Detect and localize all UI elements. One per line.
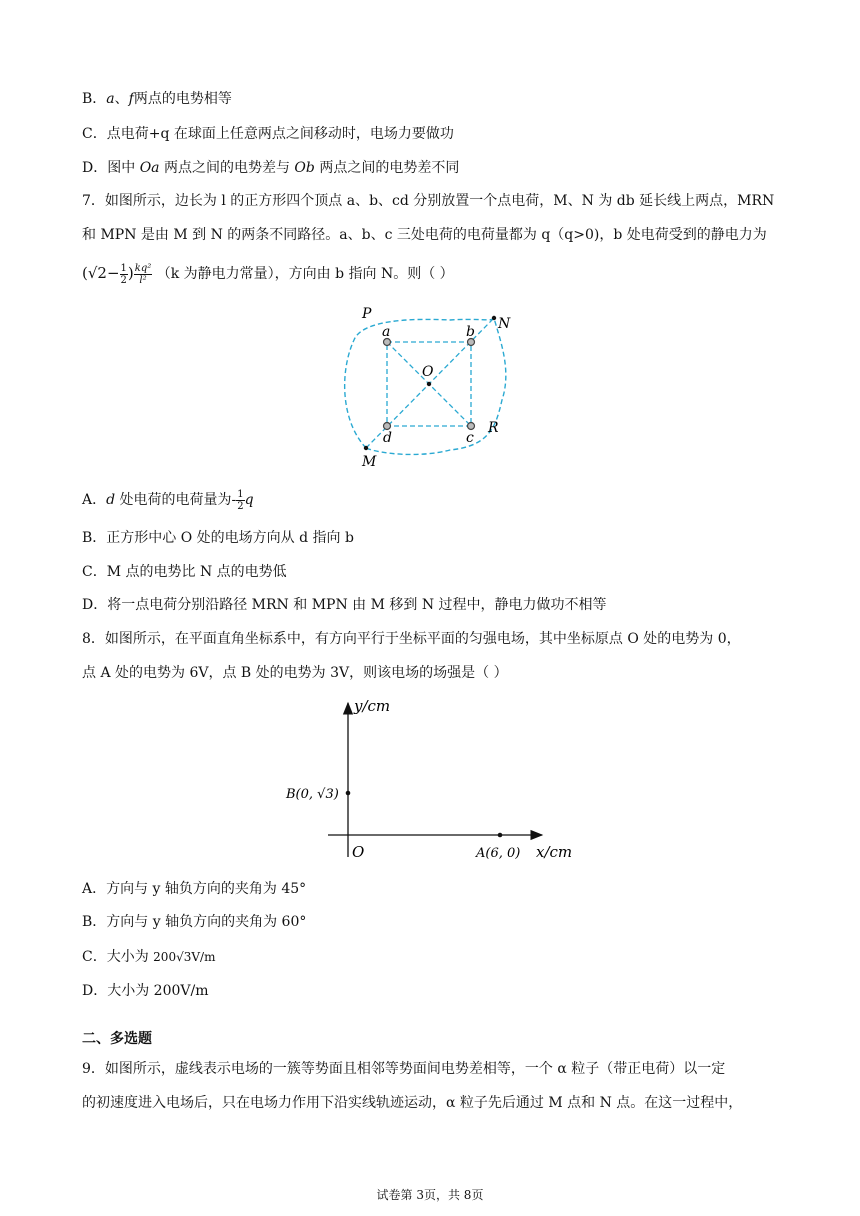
path-mpn-rn-boundary bbox=[345, 318, 506, 454]
label-r: R bbox=[488, 420, 499, 436]
q8-stem-line2: 点 A 处的电势为 6V，点 B 处的电势为 3V，则该电场的场强是（ ） bbox=[82, 665, 508, 681]
q7-stem-line2: 和 MPN 是由 M 到 N 的两条不同路径。a、b、c 三处电荷的电荷量都为 q（q>0)，b 处电荷受到的静电力为 bbox=[82, 227, 767, 243]
q7-option-c: C．M 点的电势比 N 点的电势低 bbox=[82, 564, 287, 580]
q9-stem-line1: 9．如图所示，虚线表示电场的一簇等势面且相邻等势面间电势差相等，一个 α 粒子（带正电荷）以一定 bbox=[82, 1061, 726, 1077]
label-p: P bbox=[362, 306, 372, 322]
label-n: N bbox=[498, 316, 511, 332]
q8-option-a: A．方向与 y 轴负方向的夹角为 45° bbox=[82, 881, 307, 897]
q8-option-d: D．大小为 200V/m bbox=[82, 983, 209, 999]
q7-stem-line1: 7．如图所示，边长为 l 的正方形四个顶点 a、b、cd 分别放置一个点电荷，M、N 为 db 延长线上两点，MRN bbox=[82, 193, 775, 209]
section-heading: 二、多选题 bbox=[82, 1031, 152, 1047]
label-b: B(0, √3) bbox=[286, 787, 339, 802]
q8-option-c: C．大小为 200√3V/m bbox=[82, 949, 216, 965]
charge-d bbox=[384, 423, 391, 430]
page-footer: 试卷第 3页，共 8页 bbox=[376, 1188, 484, 1202]
label-c: c bbox=[466, 430, 474, 446]
label-b: b bbox=[466, 324, 475, 340]
label-d: d bbox=[383, 430, 392, 446]
q7-stem-line3: (√2− $\frac{1}{2}$ ) $\frac{\text{kq²}}{\text{l²}}$ （k 为静电力常量），方向由 b 指向 N。则（ ） bbox=[82, 262, 454, 286]
q7-option-a: A．d 处电荷的电荷量为- $\frac{1}{2}$ q bbox=[82, 488, 254, 512]
label-origin: O bbox=[352, 843, 365, 861]
q8-figure bbox=[280, 695, 580, 865]
point-b bbox=[346, 791, 351, 796]
point-a bbox=[498, 833, 503, 838]
point-m bbox=[364, 446, 368, 450]
x-axis-label: x/cm bbox=[536, 843, 573, 861]
q8-option-b: B．方向与 y 轴负方向的夹角为 60° bbox=[82, 914, 307, 930]
q6-option-d: D．图中 Oa 两点之间的电势差与 Ob 两点之间的电势差不同 bbox=[82, 160, 460, 176]
center-o bbox=[427, 382, 431, 386]
q9-stem-line2: 的初速度进入电场后，只在电场力作用下沿实线轨迹运动，α 粒子先后通过 M 点和 N 点。在这一过程中， bbox=[82, 1095, 743, 1111]
y-axis-label: y/cm bbox=[354, 697, 391, 715]
label-a: a bbox=[382, 324, 391, 340]
q7-figure bbox=[340, 300, 530, 476]
label-o: O bbox=[422, 364, 434, 380]
q6-option-b: B．a、f两点的电势相等 bbox=[82, 91, 232, 107]
q7-option-d: D．将一点电荷分别沿路径 MRN 和 MPN 由 M 移到 N 过程中，静电力做功不相等 bbox=[82, 597, 607, 613]
point-n bbox=[492, 316, 496, 320]
force-formula: (√2− $\frac{1}{2}$ ) $\frac{\text{kq²}}{\text{l²}}$ bbox=[82, 262, 152, 286]
q8-stem-line1: 8．如图所示，在平面直角坐标系中，有方向平行于坐标平面的匀强电场，其中坐标原点 O 处的电势为 0， bbox=[82, 631, 741, 647]
charge-c bbox=[468, 423, 475, 430]
q7-option-b: B．正方形中心 O 处的电场方向从 d 指向 b bbox=[82, 530, 354, 546]
label-a: A(6, 0) bbox=[476, 846, 521, 861]
q6-option-c: C．点电荷+q 在球面上任意两点之间移动时，电场力要做功 bbox=[82, 126, 454, 142]
label-m: M bbox=[362, 454, 377, 470]
